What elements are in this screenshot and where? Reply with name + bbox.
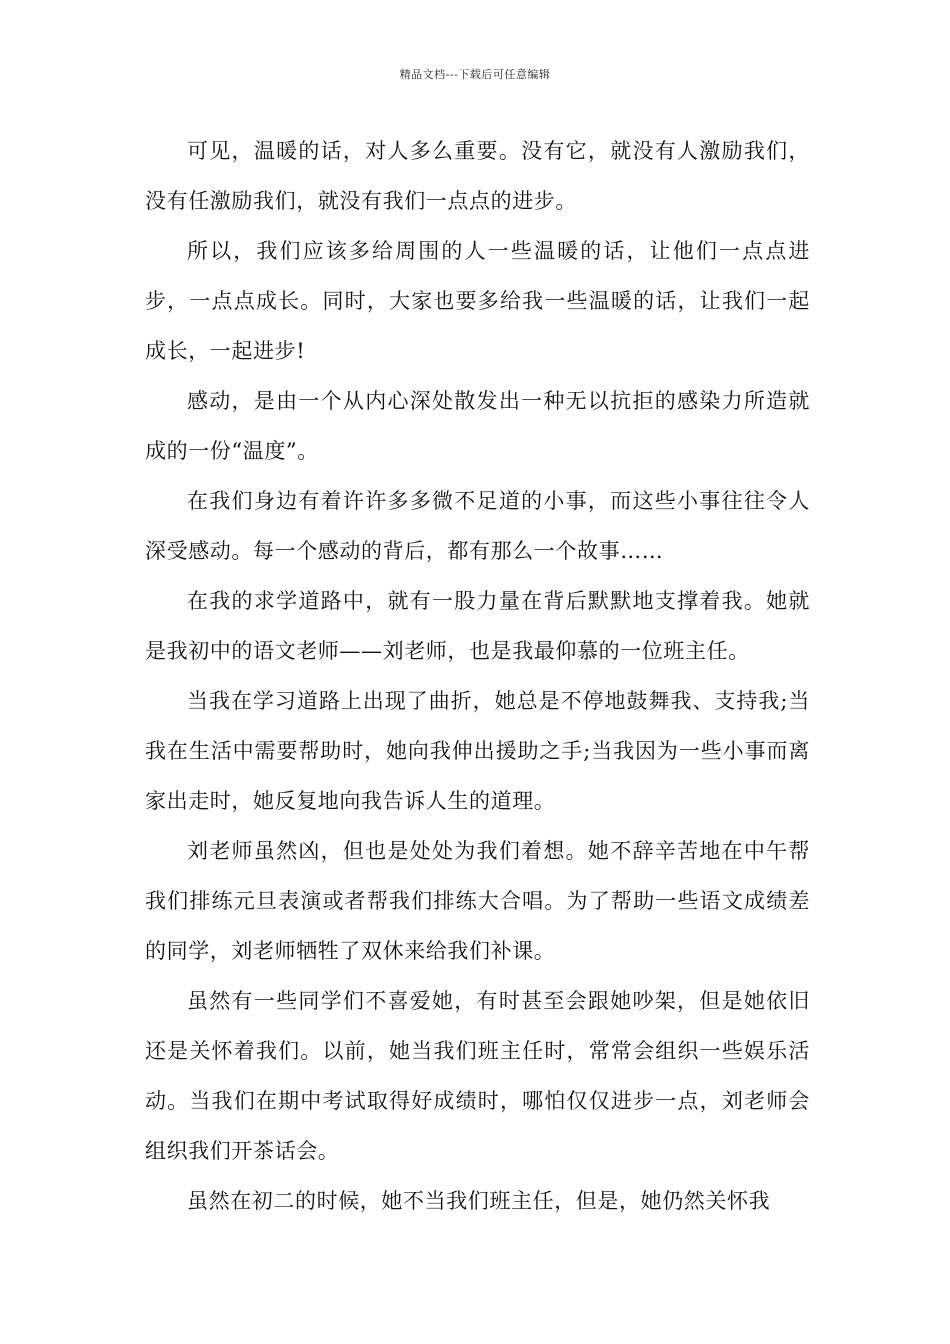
paragraph: 感动，是由一个从内心深处散发出一种无以抗拒的感染力所造就成的一份“温度”。	[145, 389, 810, 463]
paragraph: 虽然有一些同学们不喜爱她，有时甚至会跟她吵架，但是她依旧还是关怀着我们。以前，她当我们班主任时，常常会组织一些娱乐活动。当我们在期中考试取得好成绩时，哪怕仅仅进步一点，刘老师会组织我们开茶话会。	[145, 989, 810, 1163]
document-body	[145, 126, 810, 1226]
paragraph: 当我在学习道路上出现了曲折，她总是不停地鼓舞我、支持我;当我在生活中需要帮助时，她向我伸出援助之手;当我因为一些小事而离家出走时，她反复地向我告诉人生的道理。	[145, 689, 810, 813]
paragraph: 在我的求学道路中，就有一股力量在背后默默地支撑着我。她就是我初中的语文老师——刘老师，也是我最仰慕的一位班主任。	[145, 589, 810, 663]
paragraph: 在我们身边有着许许多多微不足道的小事，而这些小事往往令人深受感动。每一个感动的背后，都有那么一个故事……	[145, 489, 810, 563]
paragraph: 可见，温暖的话，对人多么重要。没有它，就没有人激励我们，没有任激励我们，就没有我们一点点的进步。	[145, 139, 810, 213]
paragraph: 所以，我们应该多给周围的人一些温暖的话，让他们一点点进步，一点点成长。同时，大家也要多给我一些温暖的话，让我们一起成长，一起进步!	[145, 239, 810, 363]
paragraph: 虽然在初二的时候，她不当我们班主任，但是，她仍然关怀我	[187, 1189, 771, 1213]
page-header: 精品文档---下载后可任意编辑	[399, 68, 551, 81]
paragraph: 刘老师虽然凶，但也是处处为我们着想。她不辞辛苦地在中午帮我们排练元旦表演或者帮我们排练大合唱。为了帮助一些语文成绩差的同学，刘老师牺牲了双休来给我们补课。	[145, 839, 810, 963]
